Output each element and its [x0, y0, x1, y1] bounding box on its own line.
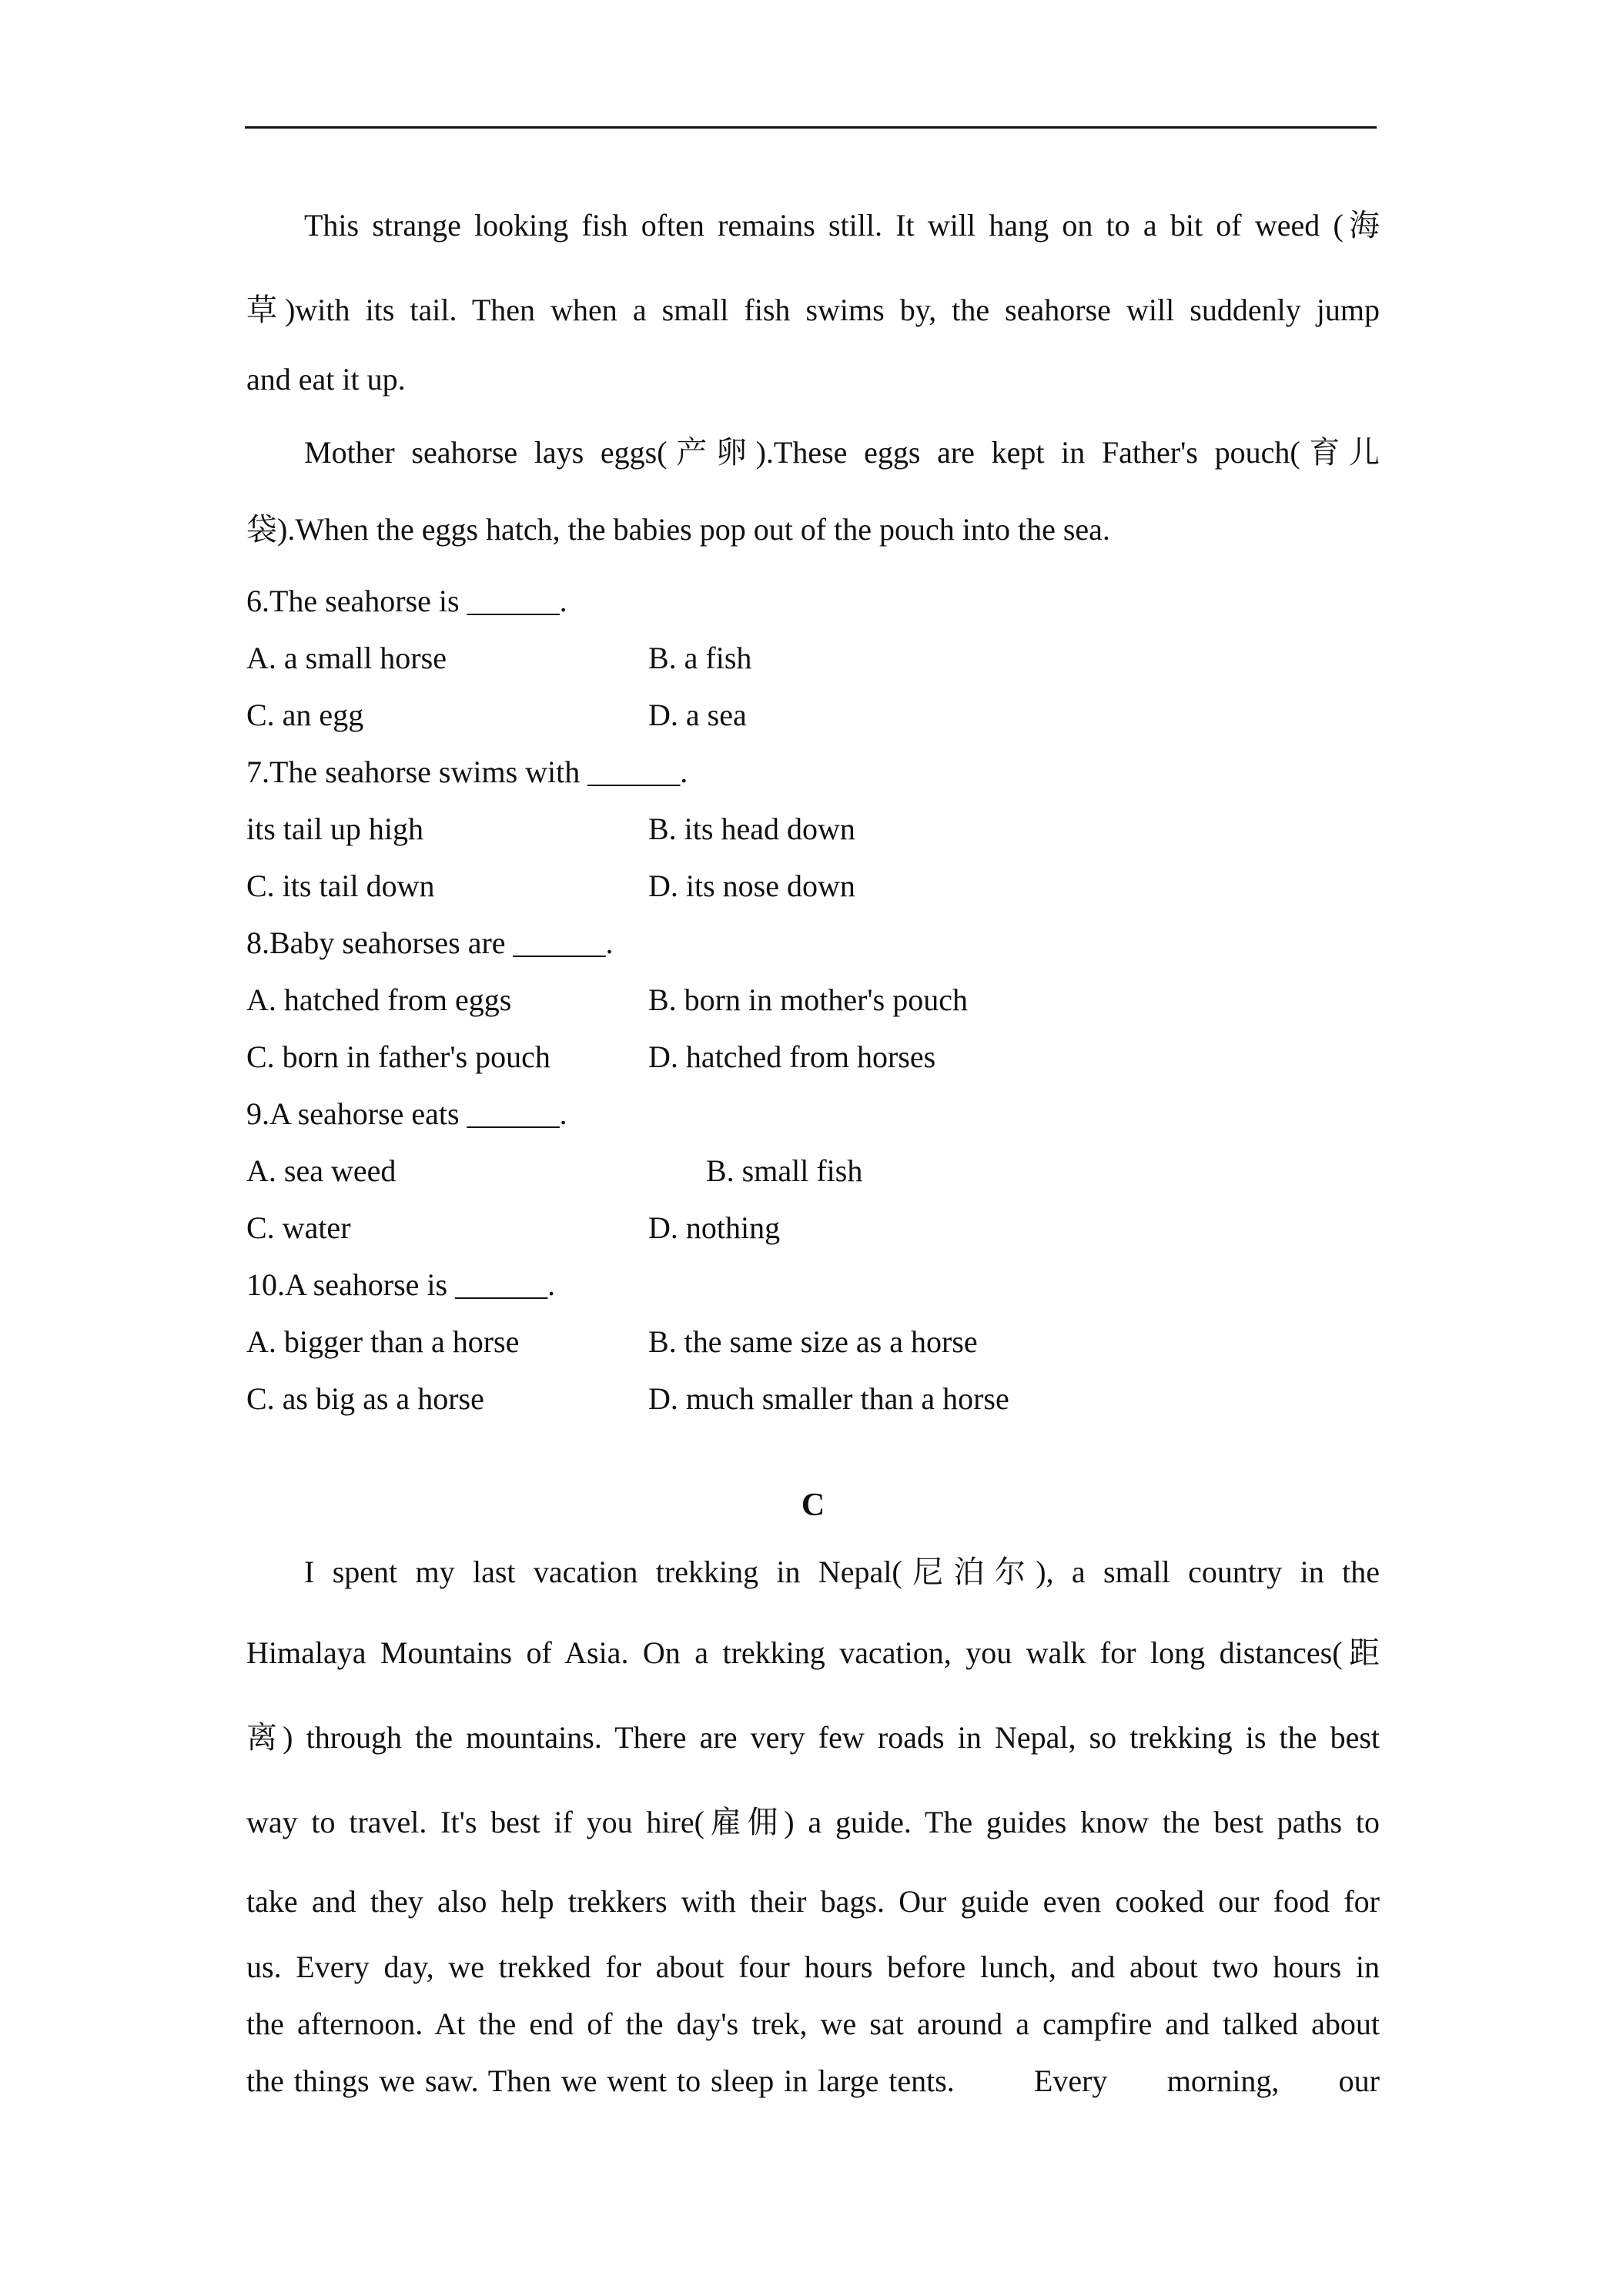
option-c[interactable]: C. as big as a horse [246, 1381, 484, 1416]
option-row [246, 1371, 1380, 1427]
option-d[interactable]: D. its nose down [648, 869, 855, 903]
question-8 [246, 915, 1380, 1086]
option-row [246, 972, 1380, 1029]
paragraph-line: 袋).When the eggs hatch, the babies pop out of the pouch into the sea. [246, 512, 1110, 547]
question-list [246, 573, 1380, 1427]
option-b[interactable]: B. its head down [648, 812, 855, 846]
paragraph-line: take and they also help trekkers with their bags. Our guide even cooked our food for [246, 1884, 1380, 1919]
question-stem: 6.The seahorse is ______. [246, 584, 567, 618]
paragraph-line: I spent my last vacation trekking in Nepal(尼泊尔), a small country in the [304, 1555, 1380, 1589]
section-c-title: C [801, 1488, 825, 1523]
option-d[interactable]: D. hatched from horses [648, 1039, 936, 1074]
option-a[interactable]: A. sea weed [246, 1153, 397, 1188]
paragraph-line: 草)with its tail. Then when a small fish swims by, the seahorse will suddenly jump [246, 293, 1380, 327]
paragraph-line: us. Every day, we trekked for about four hours before lunch, and about two hours in [246, 1950, 1380, 1984]
option-c[interactable]: C. water [246, 1210, 351, 1245]
option-d[interactable]: D. a sea [648, 698, 747, 732]
option-a[interactable]: its tail up high [246, 812, 423, 846]
option-b[interactable]: B. the same size as a horse [648, 1324, 978, 1359]
question-stem: 8.Baby seahorses are ______. [246, 925, 614, 960]
option-row [246, 1314, 1380, 1371]
question-9 [246, 1086, 1380, 1257]
paragraph-line: and eat it up. [246, 362, 406, 397]
question-stem: 10.A seahorse is ______. [246, 1267, 556, 1302]
option-a[interactable]: A. a small horse [246, 641, 447, 675]
option-d[interactable]: D. nothing [648, 1210, 781, 1245]
option-a[interactable]: A. bigger than a horse [246, 1324, 520, 1359]
document-body [246, 199, 1380, 2110]
option-row [246, 630, 1380, 687]
option-row [246, 858, 1380, 915]
paragraph-line: Mother seahorse lays eggs(产卵).These eggs are kept in Father's pouch(育儿 [304, 435, 1380, 470]
paragraph-line: the afternoon. At the end of the day's trek, we sat around a campfire and talked about [246, 2006, 1380, 2041]
question-10 [246, 1257, 1380, 1427]
section-c-passage [246, 1534, 1380, 2110]
question-6 [246, 573, 1380, 744]
paragraph-line: This strange looking fish often remains still. It will hang on to a bit of weed (海 [304, 208, 1380, 243]
option-d[interactable]: D. much smaller than a horse [648, 1381, 1009, 1416]
option-c[interactable]: C. an egg [246, 698, 364, 732]
option-c[interactable]: C. born in father's pouch [246, 1039, 550, 1074]
question-stem: 9.A seahorse eats ______. [246, 1096, 567, 1131]
paragraph-line: way to travel. It's best if you hire(雇佣) a guide. The guides know the best paths to [246, 1805, 1380, 1839]
question-7 [246, 744, 1380, 915]
option-a[interactable]: A. hatched from eggs [246, 982, 512, 1017]
option-b[interactable]: B. a fish [648, 641, 752, 675]
option-row [246, 1200, 1380, 1257]
option-row [246, 1143, 1380, 1200]
option-row [246, 687, 1380, 744]
option-row [246, 1029, 1380, 1086]
passage-b-paragraph-2 [246, 414, 1380, 568]
option-c[interactable]: C. its tail down [246, 869, 435, 903]
paragraph-line: the things we saw. Then we went to sleep in large tents. Every morning, our [246, 2063, 1380, 2098]
passage-b-paragraph-1 [246, 183, 1380, 414]
option-row [246, 801, 1380, 858]
question-stem: 7.The seahorse swims with ______. [246, 755, 688, 789]
option-b[interactable]: B. small fish [706, 1153, 863, 1188]
paragraph-line: Himalaya Mountains of Asia. On a trekking vacation, you walk for long distances(距 [246, 1635, 1380, 1670]
paragraph-line: 离) through the mountains. There are very few roads in Nepal, so trekking is the best [246, 1720, 1380, 1755]
header-rule [245, 126, 1377, 129]
option-b[interactable]: B. born in mother's pouch [648, 982, 968, 1017]
